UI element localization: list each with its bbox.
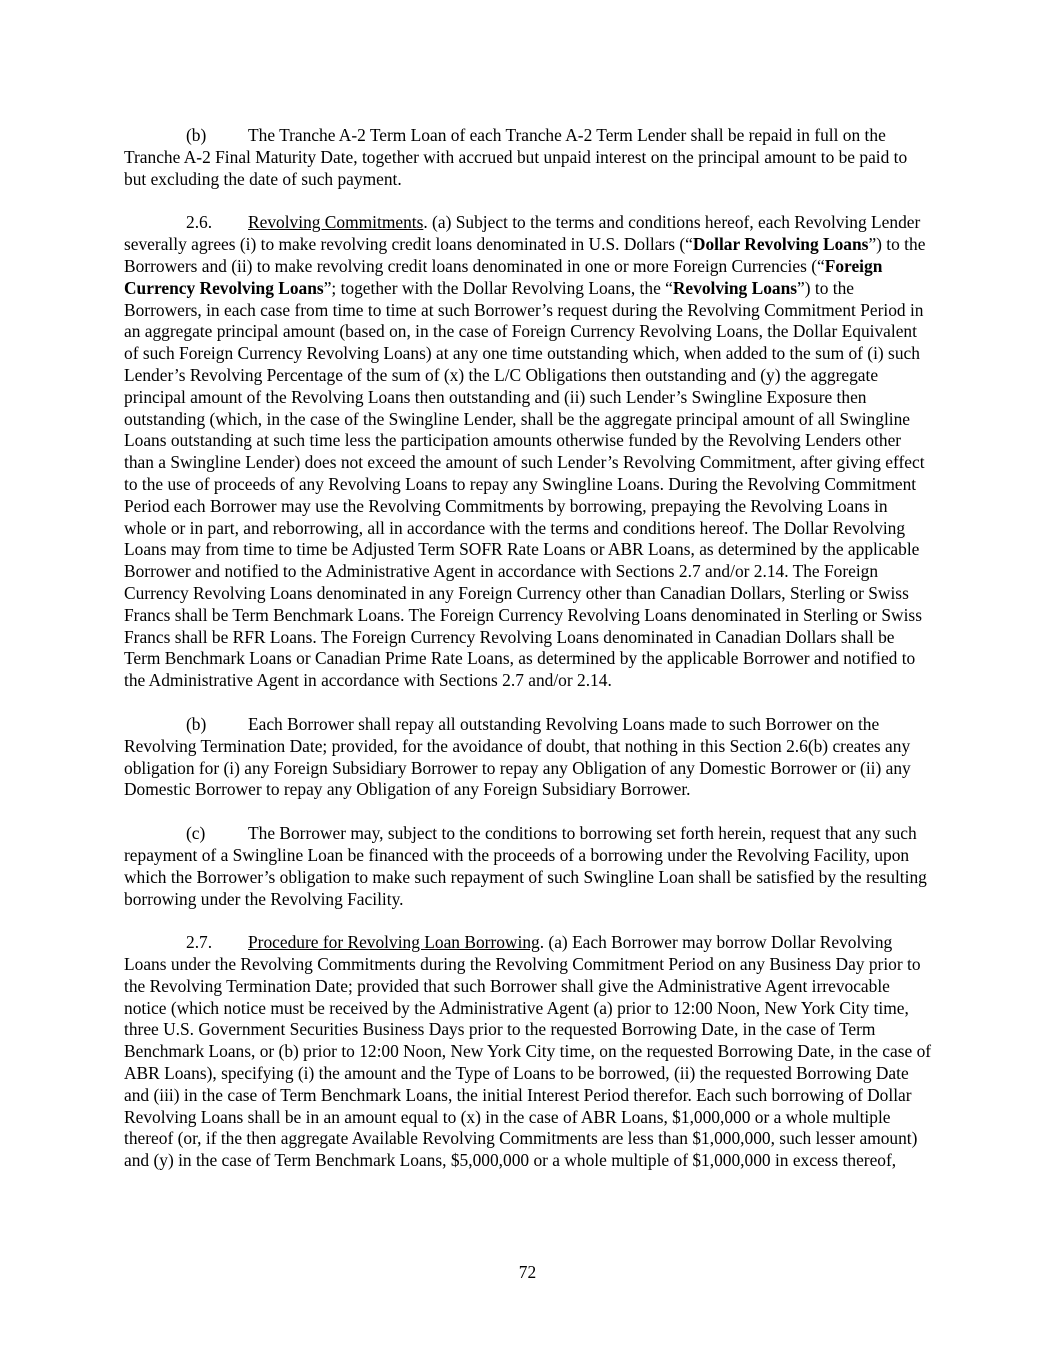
section-number: 2.6. (186, 212, 213, 233)
section-heading: Procedure for Revolving Loan Borrowing (248, 932, 540, 953)
section-2-7 (124, 932, 932, 1172)
section-text: . (a) Subject to the terms and conditions hereof, each Revolving Lender severally agrees (i) to make revolving credit loans denominated in U.S. Dollars (“ (124, 212, 921, 255)
defined-term: Dollar Revolving Loans (692, 234, 869, 255)
paragraph-text: Each Borrower shall repay all outstanding Revolving Loans made to such Borrower on the Revolving Termination Date; provided, for the avoidance of doubt, that nothing in this Section 2.6(b) creates any obligation for (i) any Foreign Subsidiary Borrower to repay any Obligation of any Domestic Borrower or (ii) any Domestic Borrower to repay any Obligation of any Foreign Subsidiary Borrower. (124, 713, 911, 800)
section-text: ”; together with the Dollar Revolving Loans, the “ (323, 277, 673, 298)
paragraph-2-6-b (124, 714, 932, 801)
section-heading: Revolving Commitments (248, 212, 424, 233)
paragraph-2-5-b (124, 125, 932, 190)
page-number: 72 (518, 1262, 537, 1282)
section-text: ”) to the Borrowers, in each case from time to time at such Borrower’s request during the Revolving Commitment Period in an aggregate principal amount (based on, in the case of Foreign Currency Revolving Loans, the Dollar Equivalent of such Foreign Currency Revolving Loans) at any one time outstanding which, when added to the sum of (i) such Lender’s Revolving Percentage of the sum of (x) the L/C Obligations then outstanding and (y) the aggregate principal amount of the Revolving Loans then outstanding and (ii) such Lender’s Swingline Exposure then outstanding (which, in the case of the Swingline Lender, shall be the aggregate principal amount of all Swingline Loans outstanding at such time less the participation amounts otherwise funded by the Revolving Lenders other than a Swingline Lender) does not exceed the amount of such Lender’s Revolving Commitment, after giving effect to the use of proceeds of any Revolving Loans to repay any Swingline Loans. During the Revolving Commitment Period each Borrower may use the Revolving Commitments by borrowing, prepaying the Revolving Loans in whole or in part, and reborrowing, all in accordance with the terms and conditions hereof. The Dollar Revolving Loans may from time to time be Adjusted Term SOFR Rate Loans or ABR Loans, as determined by the applicable Borrower and notified to the Administrative Agent in accordance with Sections 2.7 and/or 2.14. The Foreign Currency Revolving Loans denominated in any Foreign Currency other than Canadian Dollars, Sterling or Swiss Francs shall be Term Benchmark Loans. The Foreign Currency Revolving Loans denominated in Sterling or Swiss Francs shall be RFR Loans. The Foreign Currency Revolving Loans denominated in Canadian Dollars shall be Term Benchmark Loans or Canadian Prime Rate Loans, as determined by the applicable Borrower and notified to the Administrative Agent in accordance with Sections 2.7 and/or 2.14. (124, 277, 925, 691)
section-number: 2.7. (186, 932, 213, 953)
defined-term: Foreign Currency Revolving Loans (124, 255, 883, 298)
section-text: ”) to the Borrowers and (ii) to make revolving credit loans denominated in one or more Foreign Currencies (“ (124, 234, 926, 276)
paragraph-text: The Borrower may, subject to the conditions to borrowing set forth herein, request that any such repayment of a Swingline Loan be financed with the proceeds of a borrowing under the Revolving Facility, upon which the Borrower’s obligation to make such repayment of such Swingline Loan shall be satisfied by the resulting borrowing under the Revolving Facility. (124, 823, 927, 909)
section-text: . (a) Each Borrower may borrow Dollar Revolving Loans under the Revolving Commitments during the Revolving Commitment Period on any Business Day prior to the Revolving Termination Date; provided that such Borrower shall give the Administrative Agent irrevocable notice (which notice must be received by the Administrative Agent (a) prior to 12:00 Noon, New York City time, three U.S. Government Securities Business Days prior to the requested Borrowing Date, in the case of Term Benchmark Loans, or (b) prior to 12:00 Noon, New York City time, on the requested Borrowing Date, in the case of ABR Loans), specifying (i) the amount and the Type of Loans to be borrowed, (ii) the requested Borrowing Date and (iii) in the case of Term Benchmark Loans, the initial Interest Period therefor. Each such borrowing of Dollar Revolving Loans shall be in an amount equal to (x) in the case of ABR Loans, $1,000,000 or a whole multiple thereof (or, if the then aggregate Available Revolving Commitments are less than $1,000,000, such lesser amount) and (y) in the case of Term Benchmark Loans, $5,000,000 or a whole multiple of $1,000,000 in excess thereof, (124, 932, 932, 1171)
paragraph-marker: (c) (186, 823, 206, 844)
paragraph-marker: (b) (186, 713, 207, 734)
paragraph-marker: (b) (186, 125, 207, 145)
section-2-6 (124, 212, 932, 692)
document-body (124, 125, 932, 1194)
paragraph-2-6-c (124, 823, 932, 910)
defined-term: Revolving Loans (672, 277, 798, 298)
paragraph-text: The Tranche A-2 Term Loan of each Tranche A-2 Term Lender shall be repaid in full on the Tranche A-2 Final Maturity Date, together with accrued but unpaid interest on the principal amount to be paid to but excluding the date of such payment. (124, 125, 908, 189)
